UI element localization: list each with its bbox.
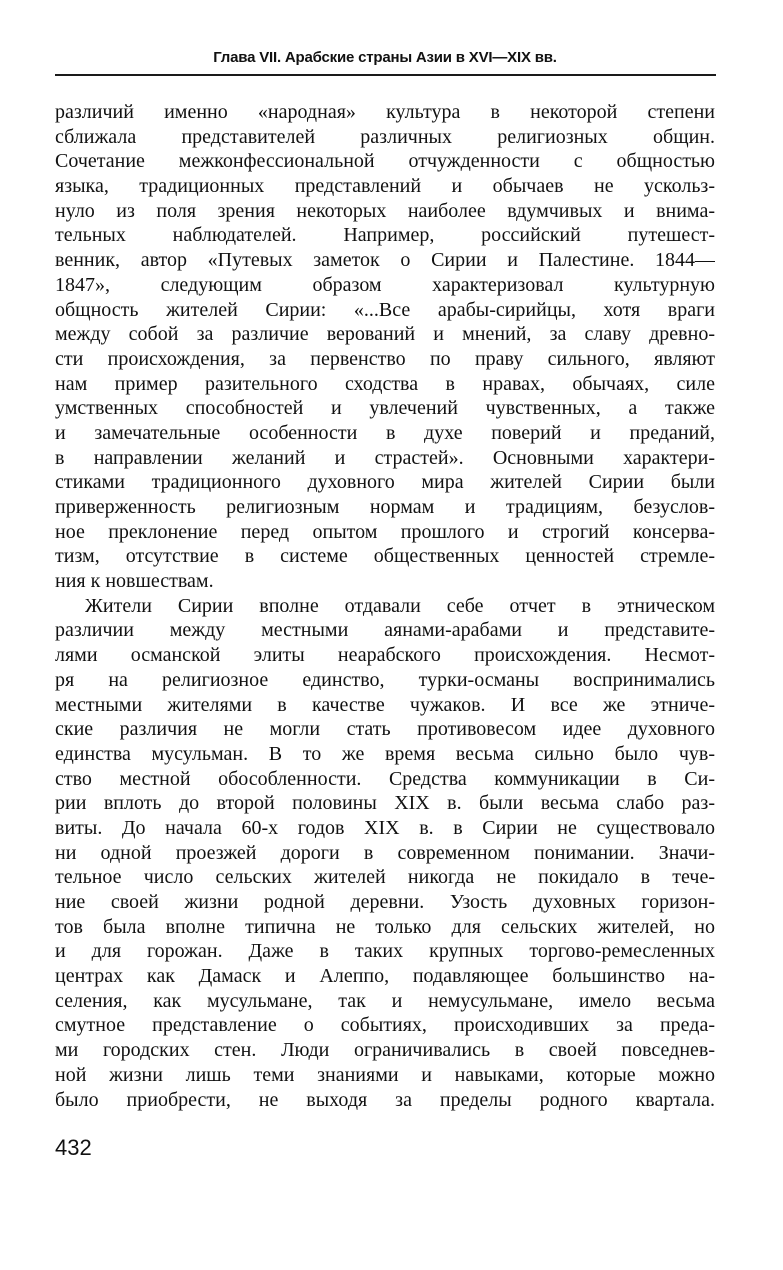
text-line: было приобрести, не выходя за пределы родного квартала.: [55, 1088, 715, 1111]
text-line: Жители Сирии вполне отдавали себе отчет в этническом: [85, 594, 715, 617]
header-rule: [55, 74, 716, 76]
text-line: селения, как мусульмане, так и немусульмане, имело весьма: [55, 989, 715, 1012]
page-number: 432: [55, 1135, 92, 1160]
text-line: 1847», следующим образом характеризовал культурную: [55, 273, 715, 296]
body-text: [55, 100, 715, 1112]
text-line: ное преклонение перед опытом прошлого и строгий консерва-: [55, 520, 715, 543]
text-line: различии между местными аянами-арабами и представите-: [55, 619, 715, 642]
text-line: стиками традиционного духовного мира жителей Сирии были: [55, 471, 715, 494]
text-line: ские различия не могли стать противовесом идее духовного: [55, 718, 715, 741]
text-line: сти происхождения, за первенство по праву сильного, являют: [55, 347, 715, 370]
text-line: тельных наблюдателей. Например, российский путешест-: [55, 224, 715, 247]
text-line: ни одной проезжей дороги в современном понимании. Значи-: [55, 841, 715, 864]
text-line: венник, автор «Путевых заметок о Сирии и Палестине. 1844—: [55, 249, 715, 272]
text-line: умственных способностей и увлечений чувственных, а также: [55, 397, 715, 420]
paragraph-2: [55, 594, 715, 1112]
text-line: нам пример разительного сходства в нравах, обычаях, силе: [55, 372, 715, 395]
running-head: Глава VII. Арабские страны Азии в XVI—XIX вв.: [213, 49, 557, 66]
text-line: лями османской элиты неарабского происхождения. Несмот-: [55, 644, 715, 667]
text-line: центрах как Дамаск и Алеппо, подавляющее большинство на-: [55, 965, 715, 988]
text-line: ство местной обособленности. Средства коммуникации в Си-: [55, 767, 715, 790]
text-line: местными жителями в качестве чужаков. И все же этниче-: [55, 693, 715, 716]
text-line: рии вплоть до второй половины XIX в. были весьма слабо раз-: [55, 792, 715, 815]
text-line: сближала представителей различных религиозных общин.: [55, 125, 715, 148]
text-line: тизм, отсутствие в системе общественных ценностей стремле-: [55, 545, 715, 568]
text-line: тельное число сельских жителей никогда не покидало в тече-: [55, 866, 715, 889]
text-line: нуло из поля зрения некоторых наиболее вдумчивых и внима-: [55, 199, 715, 222]
text-line: в направлении желаний и страстей». Основными характери-: [55, 446, 715, 469]
text-line: ми городских стен. Люди ограничивались в своей повседнев-: [55, 1039, 715, 1062]
text-line: различий именно «народная» культура в некоторой степени: [55, 101, 715, 123]
text-line: и замечательные особенности в духе поверий и преданий,: [55, 421, 715, 444]
text-line: единства мусульман. В то же время весьма сильно было чув-: [55, 742, 715, 765]
text-line: приверженность религиозным нормам и традициям, безуслов-: [55, 496, 715, 518]
text-line: общность жителей Сирии: «...Все арабы-сирийцы, хотя враги: [55, 298, 715, 321]
text-line: ной жизни лишь теми знаниями и навыками, которые можно: [55, 1063, 715, 1086]
text-line: ря на религиозное единство, турки-османы воспринимались: [55, 668, 715, 691]
text-line: виты. До начала 60-х годов XIX в. в Сирии не существовало: [55, 816, 715, 839]
text-line: смутное представление о событиях, происходивших за преда-: [55, 1014, 715, 1037]
text-line: и для горожан. Даже в таких крупных торгово-ремесленных: [55, 940, 715, 963]
text-line: ния к новшествам.: [55, 570, 214, 593]
text-line: тов была вполне типична не только для сельских жителей, но: [55, 915, 715, 938]
text-line: языка, традиционных представлений и обычаев не ускольз-: [55, 175, 715, 198]
text-line: ние своей жизни родной деревни. Узость духовных горизон-: [55, 891, 715, 913]
text-line: Сочетание межконфессиональной отчужденности с общностью: [55, 150, 715, 173]
paragraph-1: [55, 100, 715, 594]
text-line: между собой за различие верований и мнений, за славу древно-: [55, 323, 715, 346]
